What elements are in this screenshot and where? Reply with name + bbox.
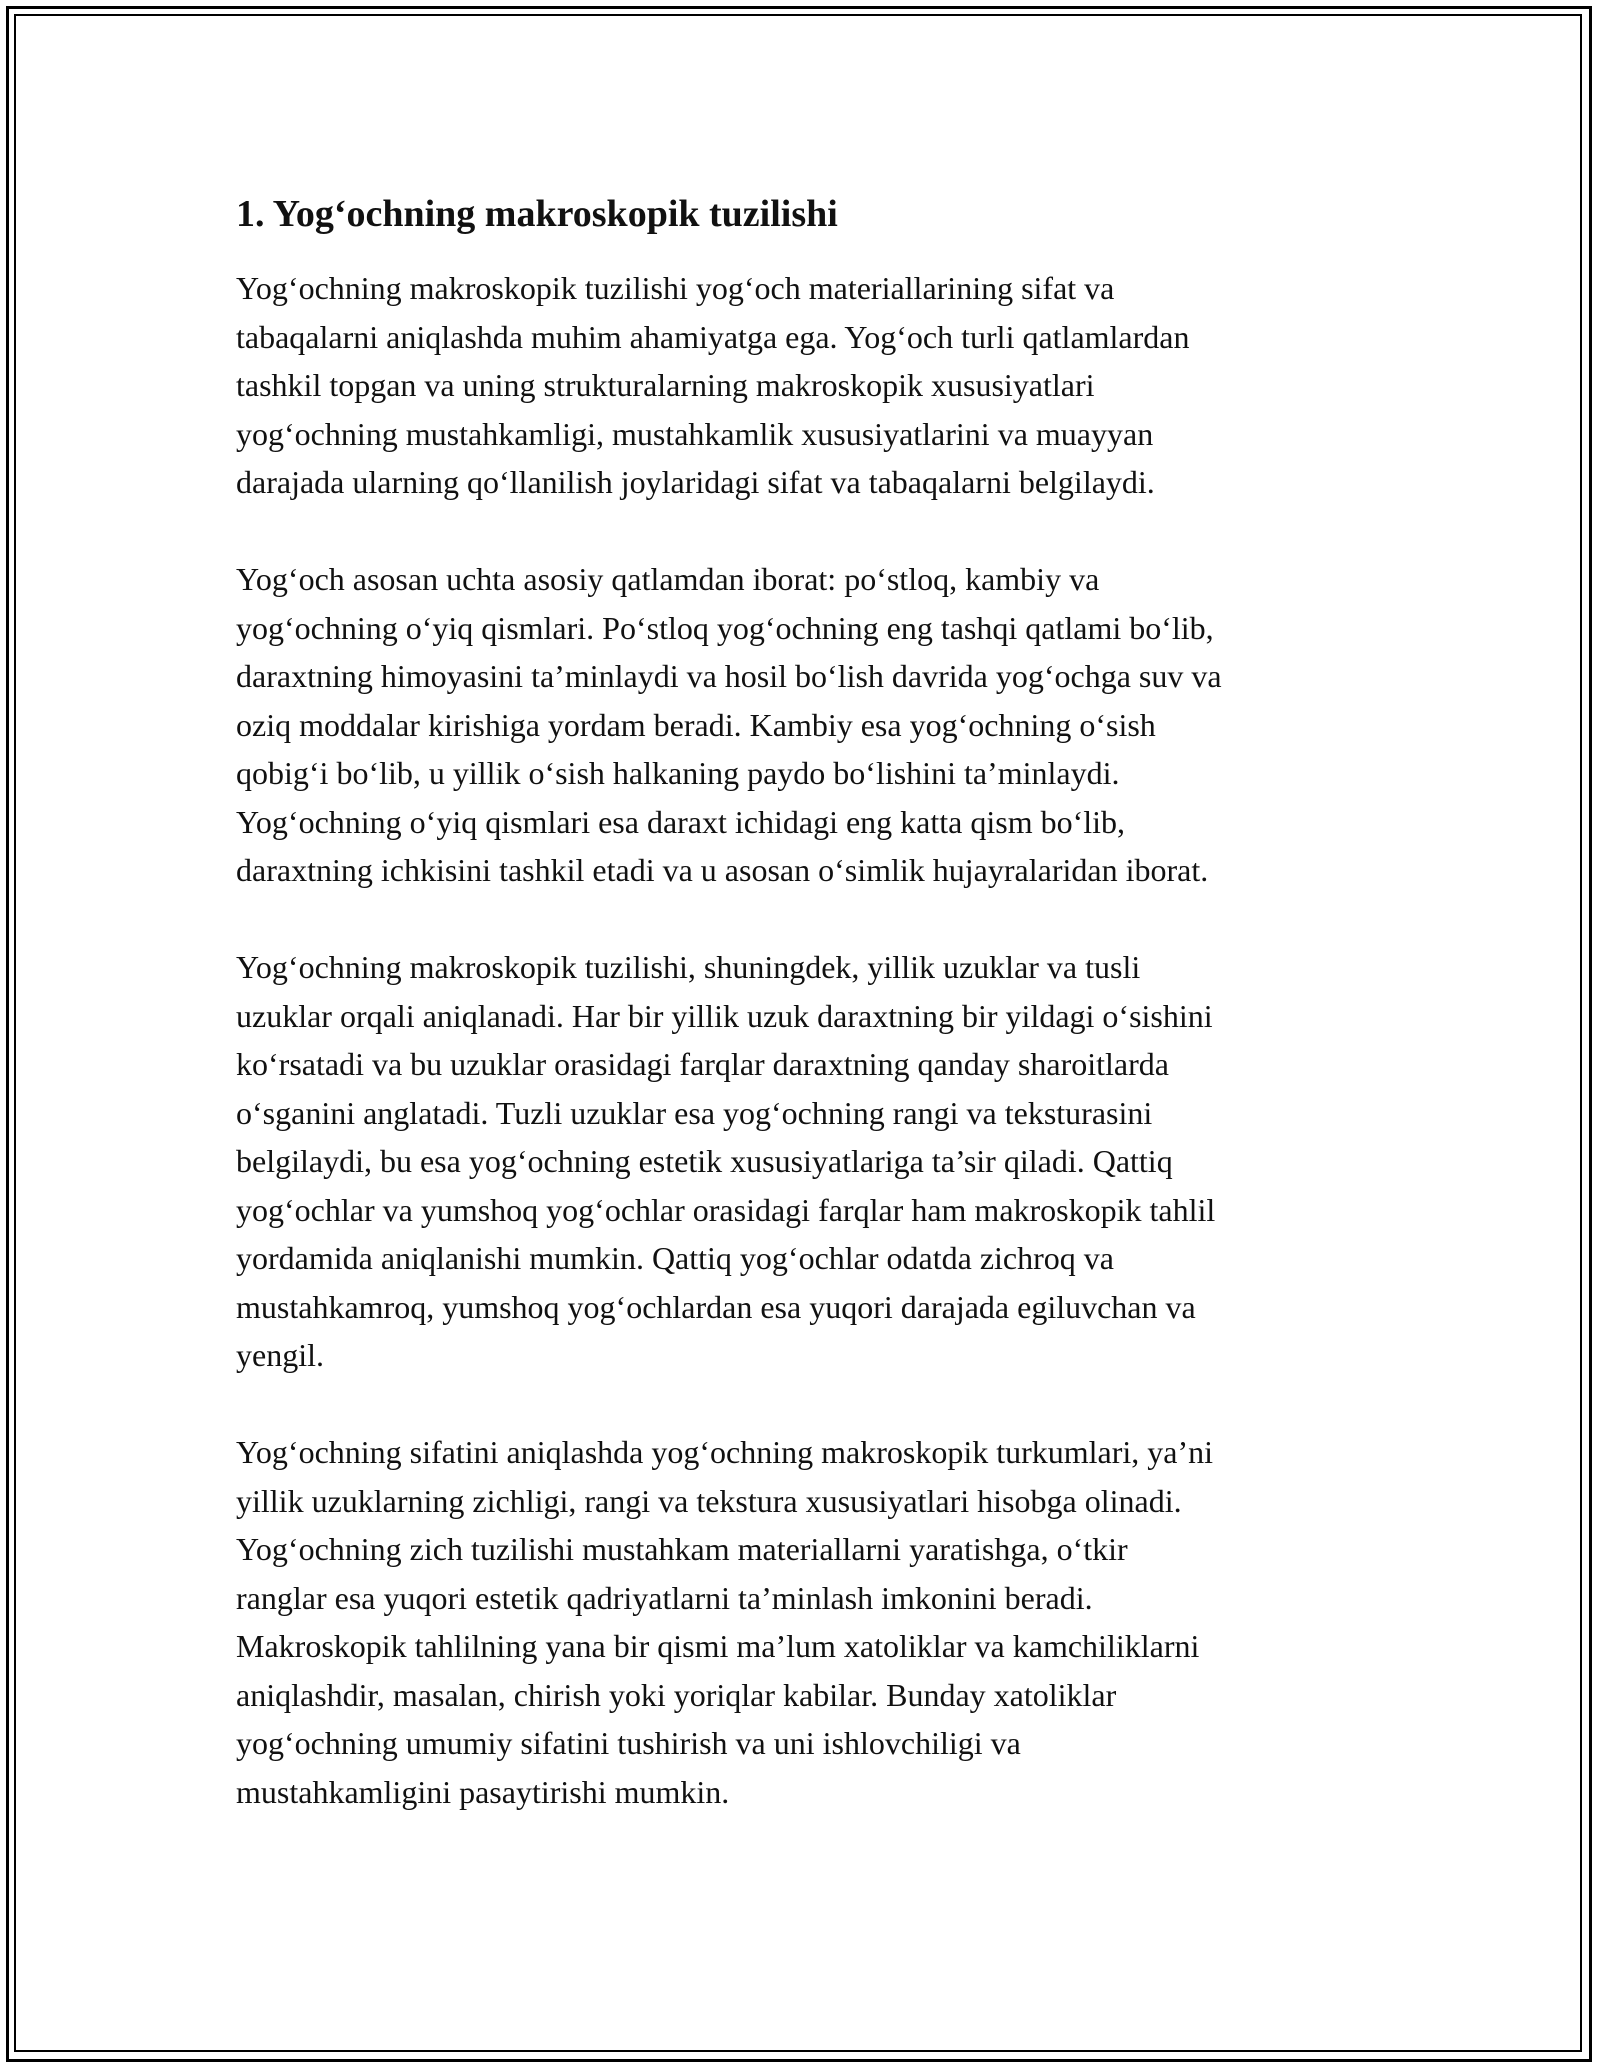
paragraph-line: ranglar esa yuqori estetik qadriyatlarni ta’minlash imkonini beradi. [236,1579,1093,1616]
paragraph-line: belgilaydi, bu esa yog‘ochning estetik xususiyatlariga ta’sir qiladi. Qattiq [236,1143,1173,1179]
paragraph-line: Yog‘ochning sifatini aniqlashda yog‘ochning makroskopik turkumlari, ya’ni [236,1434,1214,1470]
paragraph-2 [236,555,1376,895]
paragraph-line: Yog‘ochning zich tuzilishi mustahkam materiallarni yaratishga, o‘tkir [236,1531,1128,1567]
paragraph-line: daraxtning himoyasini ta’minlaydi va hosil bo‘lish davrida yog‘ochga suv va [236,658,1222,694]
paragraph-line: darajada ularning qo‘llanilish joylaridagi sifat va tabaqalarni belgilaydi. [236,464,1155,500]
paragraph-3 [236,943,1376,1380]
paragraph-line: ko‘rsatadi va bu uzuklar orasidagi farqlar daraxtning qanday sharoitlarda [236,1046,1169,1082]
paragraph-line: mustahkamligini pasaytirishi mumkin. [236,1773,730,1810]
paragraph-line: aniqlashdir, masalan, chirish yoki yoriqlar kabilar. Bunday xatoliklar [236,1676,1117,1713]
paragraph-line: qobig‘i bo‘lib, u yillik o‘sish halkaning paydo bo‘lishini ta’minlaydi. [236,755,1120,791]
paragraph-line: Yog‘och asosan uchta asosiy qatlamdan iborat: po‘stloq, kambiy va [236,561,1100,597]
section-heading: 1. Yog‘ochning makroskopik tuzilishi [236,193,838,235]
paragraph-1 [236,264,1376,507]
paragraph-4 [236,1428,1376,1816]
paragraph-line: Yog‘ochning makroskopik tuzilishi yog‘och materiallarining sifat va [236,270,1115,306]
paragraph-line: daraxtning ichkisini tashkil etadi va u asosan o‘simlik hujayralaridan iborat. [236,852,1209,888]
paragraph-line: Yog‘ochning o‘yiq qismlari esa daraxt ichidagi eng katta qism bo‘lib, [236,803,1126,840]
paragraph-line: Yog‘ochning makroskopik tuzilishi, shuningdek, yillik uzuklar va tusli [236,949,1141,985]
document-body [236,186,1376,1865]
paragraph-line: yengil. [236,1337,324,1373]
paragraph-line: yog‘ochning mustahkamligi, mustahkamlik xususiyatlarini va muayyan [236,415,1154,452]
paragraph-line: o‘sganini anglatadi. Tuzli uzuklar esa yog‘ochning rangi va teksturasini [236,1094,1153,1131]
paragraph-line: yordamida aniqlanishi mumkin. Qattiq yog‘ochlar odatda zichroq va [236,1240,1114,1276]
paragraph-line: mustahkamroq, yumshoq yog‘ochlardan esa yuqori darajada egiluvchan va [236,1288,1196,1325]
paragraph-line: uzuklar orqali aniqlanadi. Har bir yillik uzuk daraxtning bir yildagi o‘sishini [236,997,1213,1034]
paragraph-line: yog‘ochlar va yumshoq yog‘ochlar orasidagi farqlar ham makroskopik tahlil [236,1191,1216,1228]
paragraph-line: tabaqalarni aniqlashda muhim ahamiyatga ega. Yog‘och turli qatlamlardan [236,318,1190,355]
paragraph-line: Makroskopik tahlilning yana bir qismi ma’lum xatoliklar va kamchiliklarni [236,1628,1200,1664]
paragraph-line: oziq moddalar kirishiga yordam beradi. Kambiy esa yog‘ochning o‘sish [236,706,1156,743]
paragraph-line: yillik uzuklarning zichligi, rangi va tekstura xususiyatlari hisobga olinadi. [236,1482,1182,1519]
paragraph-line: yog‘ochning o‘yiq qismlari. Po‘stloq yog‘ochning eng tashqi qatlami bo‘lib, [236,609,1214,646]
paragraph-line: yog‘ochning umumiy sifatini tushirish va uni ishlovchiligi va [236,1725,1021,1761]
paragraph-line: tashkil topgan va uning strukturalarning makroskopik xususiyatlari [236,367,1095,403]
